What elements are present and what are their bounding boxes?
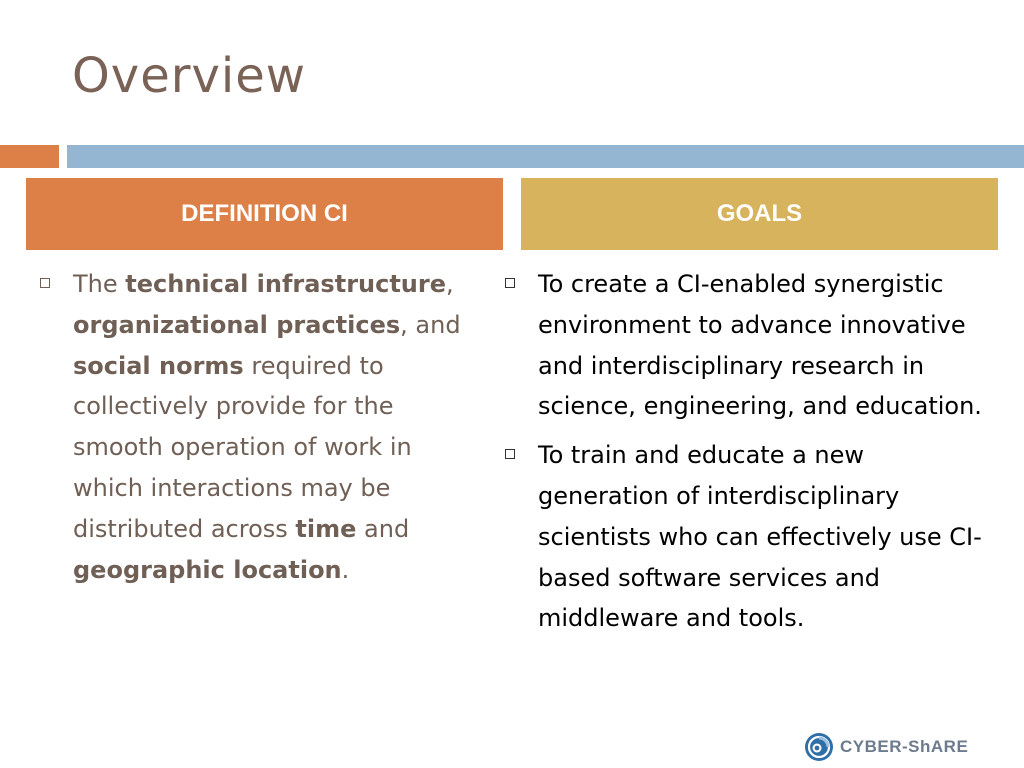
hollow-square-bullet-icon bbox=[505, 278, 515, 288]
goal-item bbox=[505, 435, 995, 639]
goal-text: To train and educate a new generation of interdisciplinary scientists who can effectively use CI-based software services and middleware and tools. bbox=[538, 441, 982, 633]
hollow-square-bullet-icon bbox=[505, 449, 515, 459]
cyber-share-logo-icon bbox=[804, 732, 834, 762]
cyber-share-logo-text: CYBER-ShARE bbox=[840, 737, 969, 756]
hollow-square-bullet-icon bbox=[40, 278, 50, 288]
accent-bar-blue bbox=[67, 145, 1024, 168]
slide-title: Overview bbox=[72, 48, 306, 104]
goals-header-label: GOALS bbox=[716, 200, 803, 227]
cyber-share-logo bbox=[804, 732, 968, 762]
accent-bar-orange bbox=[0, 145, 59, 168]
definition-column bbox=[40, 264, 488, 598]
goal-item bbox=[505, 264, 995, 427]
goals-header bbox=[521, 178, 998, 250]
definition-item bbox=[40, 264, 488, 590]
goals-column bbox=[505, 264, 995, 647]
definition-ci-header-label: DEFINITION CI bbox=[181, 200, 348, 227]
definition-text: The technical infrastructure, organizational practices, and social norms required to collectively provide for the smooth operation of work in which interactions may be distributed across time and geographic location. bbox=[73, 270, 461, 584]
definition-ci-header bbox=[26, 178, 503, 250]
goal-text: To create a CI-enabled synergistic environment to advance innovative and interdisciplinary research in science, engineering, and education. bbox=[538, 270, 982, 421]
